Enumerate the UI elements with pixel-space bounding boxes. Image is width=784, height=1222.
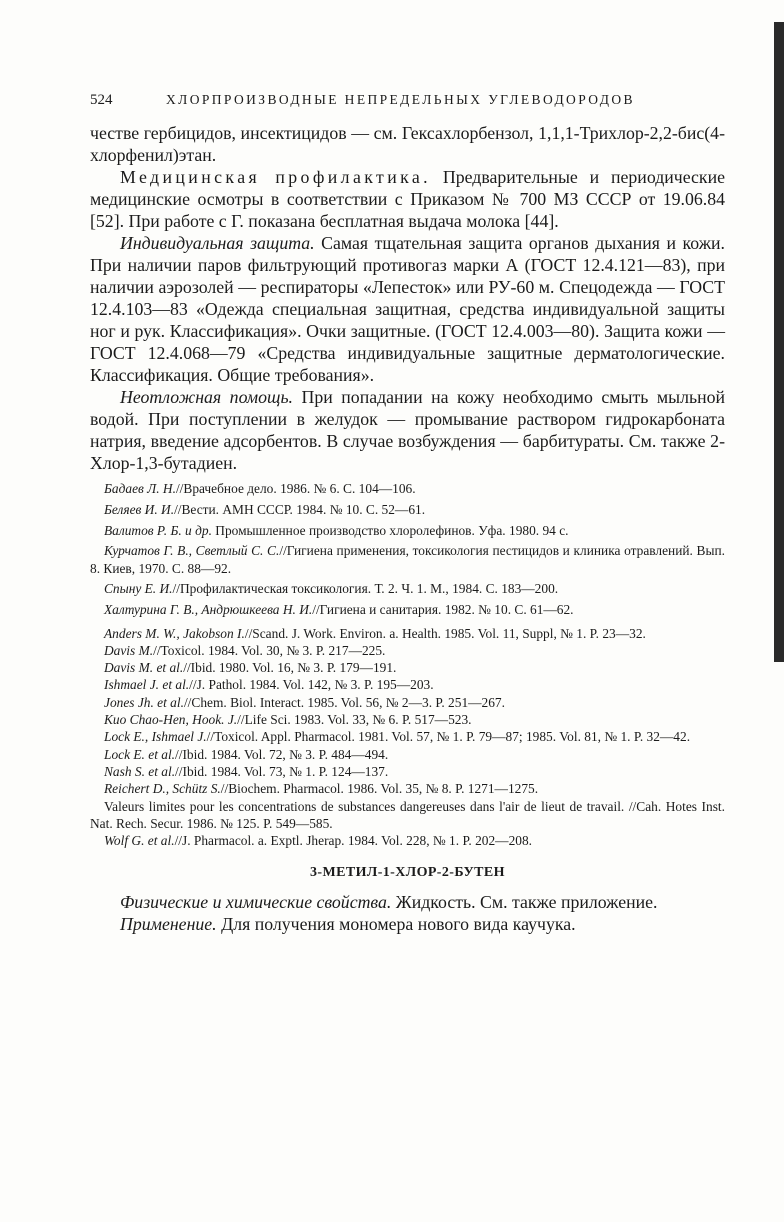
reference-source: //J. Pathol. 1984. Vol. 142, № 3. P. 195—203. <box>189 677 434 693</box>
running-title: ХЛОРПРОИЗВОДНЫЕ НЕПРЕДЕЛЬНЫХ УГЛЕВОДОРОДОВ <box>166 92 635 107</box>
reference-authors: Бадаев Л. Н. <box>104 481 176 496</box>
reference-source: //Профилактическая токсикология. Т. 2. Ч. 1. М., 1984. С. 183—200. <box>172 581 559 597</box>
reference-authors: Валитов Р. Б. и др. <box>104 522 212 538</box>
section-body <box>90 891 725 935</box>
reference-entry <box>90 798 725 833</box>
intro-paragraph: честве гербицидов, инсектицидов — см. Гексахлорбензол, 1,1,1-Трихлор-2,2-бис(4-хлорфенил)этан. <box>90 123 725 165</box>
prophylaxis-paragraph <box>90 166 725 232</box>
scan-edge-bar <box>774 22 784 662</box>
references-russian <box>90 480 725 619</box>
first-aid-paragraph <box>90 386 725 474</box>
reference-source: //Chem. Biol. Interact. 1985. Vol. 56, № 2—3. P. 251—267. <box>183 694 505 710</box>
reference-authors: Lock E. et al. <box>104 746 176 762</box>
references-foreign <box>90 625 725 850</box>
reference-entry <box>90 763 725 780</box>
reference-source: //Гигиена применения, токсикология пестицидов и клиника отравлений. Вып. 8. Киев, 1970. С. 88—92. <box>90 543 725 576</box>
reference-source: //Ibid. 1984. Vol. 73, № 1. P. 124—137. <box>175 763 389 779</box>
reference-authors: Lock E., Ishmael J. <box>104 729 207 745</box>
reference-authors: Davis M. <box>104 642 154 658</box>
reference-authors: Reichert D., Schütz S. <box>104 781 221 797</box>
properties-text: Жидкость. См. также приложение. <box>391 892 658 913</box>
reference-source: //Ibid. 1984. Vol. 72, № 3. P. 484—494. <box>175 746 389 762</box>
reference-source: //Scand. J. Work. Environ. a. Health. 1985. Vol. 11, Suppl, № 1. P. 23—32. <box>244 625 646 641</box>
usage-text: Для получения мономера нового вида каучука. <box>216 914 576 935</box>
reference-entry <box>90 501 725 518</box>
reference-entry <box>90 542 725 577</box>
reference-entry <box>90 780 725 797</box>
section-title: 3-МЕТИЛ-1-ХЛОР-2-БУТЕН <box>310 865 505 881</box>
reference-source: //J. Pharmacol. a. Exptl. Jherap. 1984. Vol. 228, № 1. P. 202—208. <box>174 833 533 849</box>
reference-entry <box>90 676 725 693</box>
properties-paragraph <box>90 891 725 913</box>
reference-entry <box>90 580 725 597</box>
reference-authors: Davis M. et al. <box>104 660 184 676</box>
reference-source: //Toxicol. Appl. Pharmacol. 1981. Vol. 57, № 1. P. 79—87; 1985. Vol. 81, № 1. P. 32—42. <box>206 729 691 745</box>
reference-authors: Nash S. et al. <box>104 763 176 779</box>
reference-authors: Спыну Е. И. <box>104 581 173 597</box>
book-page <box>90 92 725 935</box>
first-aid-heading: Неотложная помощь. <box>120 387 293 407</box>
usage-paragraph <box>90 913 725 935</box>
reference-source: Valeurs limites pour les concentrations de substances dangereuses dans l'air de lieut de travail. //Cah. Hotes Inst. Nat. Rech. Secur. 1986. № 125. P. 549—585. <box>90 798 725 831</box>
reference-source: //Вести. АМН СССР. 1984. № 10. С. 52—61. <box>174 501 426 517</box>
reference-authors: Курчатов Г. В., Светлый С. С. <box>104 543 280 559</box>
prophylaxis-heading: Медицинская профилактика. <box>120 167 432 187</box>
first-aid-text: При попадании на кожу необходимо смыть мыльной водой. При поступлении в желудок — промывание раствором гидрокарбоната натрия, введение адсорбентов. В случае возбуждения — барбитураты. См. также 2-Хлор-1,3-бутадиен. <box>90 387 725 473</box>
protection-heading: Индивидуальная защита. <box>120 233 315 253</box>
reference-entry <box>90 522 725 539</box>
reference-source: //Ibid. 1980. Vol. 16, № 3. P. 179—191. <box>183 660 397 676</box>
reference-entry <box>90 694 725 711</box>
reference-source: //Гигиена и санитария. 1982. № 10. С. 61—62. <box>312 602 574 618</box>
reference-entry <box>90 832 725 849</box>
reference-entry <box>90 659 725 676</box>
reference-entry <box>90 480 725 497</box>
reference-authors: Ishmael J. et al. <box>104 677 190 693</box>
reference-source: //Toxicol. 1984. Vol. 30, № 3. P. 217—225. <box>153 642 386 658</box>
reference-authors: Kuo Chao-Hen, Hook. J. <box>104 712 238 728</box>
reference-source: //Biochem. Pharmacol. 1986. Vol. 35, № 8. P. 1271—1275. <box>220 781 539 797</box>
reference-entry <box>90 601 725 618</box>
reference-entry <box>90 728 725 745</box>
properties-heading: Физические и химические свойства. <box>120 892 392 913</box>
reference-authors: Anders M. W., Jakobson I. <box>104 625 245 641</box>
reference-entry <box>90 642 725 659</box>
reference-source: Промышленное производство хлоролефинов. Уфа. 1980. 94 с. <box>211 522 569 538</box>
usage-heading: Применение. <box>120 914 217 935</box>
protection-paragraph <box>90 232 725 386</box>
protection-text: Самая тщательная защита органов дыхания и кожи. При наличии паров фильтрующий противогаз марки А (ГОСТ 12.4.121—83), при наличии аэрозолей — респираторы «Лепесток» или РУ-60 м. Спецодежда — ГОСТ 12.4.103—83 «Одежда специальная защитная, средства индивидуальной защиты ног и рук. Классификация». Очки защитные. (ГОСТ 12.4.003—80). Защита кожи — ГОСТ 12.4.068—79 «Средства индивидуальные защитные дерматологические. Классификация. Общие требования». <box>90 233 725 385</box>
reference-authors: Wolf G. et al. <box>104 833 175 849</box>
main-text <box>90 122 725 474</box>
reference-authors: Халтурина Г. В., Андрюшкеева Н. И. <box>104 602 313 618</box>
page-number: 524 <box>90 92 113 108</box>
reference-source: //Врачебное дело. 1986. № 6. С. 104—106. <box>175 481 416 496</box>
reference-entry <box>90 711 725 728</box>
reference-entry <box>90 625 725 642</box>
prophylaxis-text: Предварительные и периодические медицинские осмотры в соответствии с Приказом № 700 МЗ СССР от 19.06.84 [52]. При работе с Г. показана бесплатная выдача молока [44]. <box>90 167 725 231</box>
reference-source: //Life Sci. 1983. Vol. 33, № 6. P. 517—523. <box>237 712 472 728</box>
reference-entry <box>90 746 725 763</box>
reference-authors: Jones Jh. et al. <box>104 694 184 710</box>
page-header <box>90 92 725 122</box>
reference-authors: Беляев И. И. <box>104 501 175 517</box>
